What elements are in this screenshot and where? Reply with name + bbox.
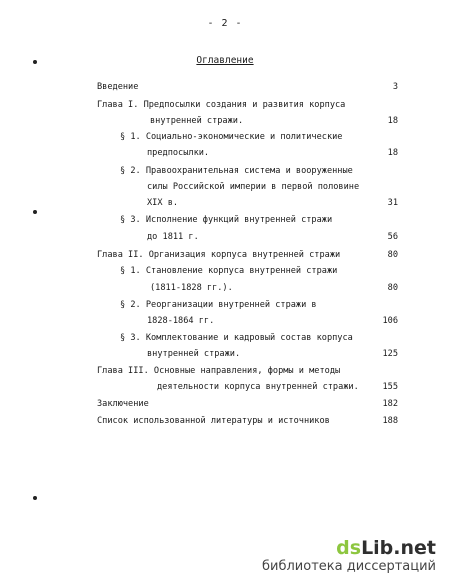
watermark-subtitle: библиотека диссертаций: [262, 559, 436, 574]
toc-line: 1828-1864 гг.: [147, 316, 215, 326]
binding-hole-mark: [33, 60, 37, 64]
toc-line: § 2. Правоохранительная система и вооруженные: [120, 166, 353, 176]
toc-page-number: 188: [382, 416, 398, 426]
binding-hole-mark: [33, 496, 37, 500]
toc-page-number: 56: [387, 232, 398, 242]
toc-title-text: Оглавление: [196, 55, 254, 66]
toc-page-number: 106: [382, 316, 398, 326]
toc-line: XIX в.: [147, 198, 179, 208]
toc-page-number: 80: [387, 283, 398, 293]
toc-page-number: 125: [382, 349, 398, 359]
toc-line: силы Российской империи в первой половине: [147, 182, 360, 192]
toc-page-number: 18: [387, 116, 398, 126]
toc-page-number: 31: [387, 198, 398, 208]
toc-page-number: 155: [382, 382, 398, 392]
toc-line: Глава III. Основные направления, формы и методы: [97, 366, 341, 376]
toc-line: § 3. Комплектование и кадровый состав корпуса: [120, 333, 353, 343]
watermark: [262, 538, 436, 574]
toc-line: § 3. Исполнение функций внутренней стражи: [120, 215, 333, 225]
toc-line: Заключение: [97, 399, 149, 409]
toc-line: Введение: [97, 82, 139, 92]
toc-line: предпосылки.: [147, 148, 210, 158]
toc-line: до 1811 г.: [147, 232, 199, 242]
toc-line: Список использованной литературы и источников: [97, 416, 330, 426]
binding-hole-mark: [33, 210, 37, 214]
page-number: - 2 -: [207, 18, 243, 29]
toc-page-number: 80: [387, 250, 398, 260]
toc-line: внутренней стражи.: [147, 349, 241, 359]
toc-line: внутренней стражи.: [150, 116, 244, 126]
toc-line: Глава I. Предпосылки создания и развития корпуса: [97, 100, 346, 110]
watermark-logo-part1: ds: [336, 537, 362, 559]
watermark-logo: [262, 538, 436, 559]
watermark-logo-part2: Lib.net: [361, 537, 436, 559]
toc-line: Глава II. Организация корпуса внутренней стражи: [97, 250, 341, 260]
toc-line: (1811-1828 гг.).: [150, 283, 233, 293]
toc-page-number: 182: [382, 399, 398, 409]
toc-page-number: 3: [392, 82, 398, 92]
toc-line: деятельности корпуса внутренней стражи.: [157, 382, 359, 392]
toc-page-number: 18: [387, 148, 398, 158]
toc-line: § 2. Реорганизации внутренней стражи в: [120, 300, 317, 310]
toc-line: § 1. Становление корпуса внутренней стражи: [120, 266, 338, 276]
toc-line: § 1. Социально-экономические и политические: [120, 132, 343, 142]
toc-title: [0, 55, 450, 66]
